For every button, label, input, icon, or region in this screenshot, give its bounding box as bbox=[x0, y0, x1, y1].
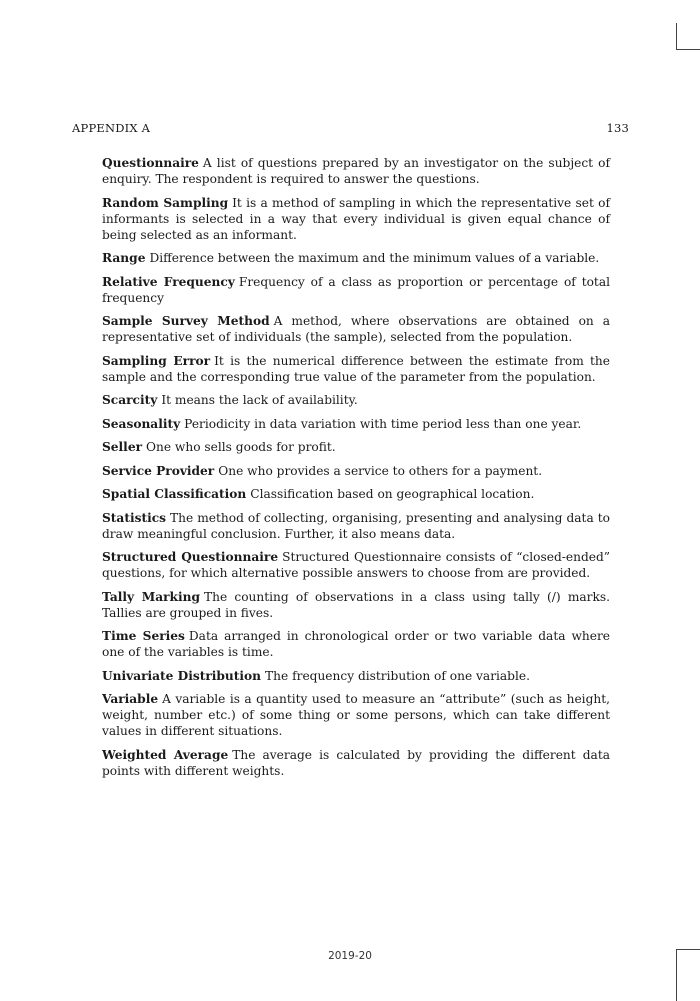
glossary-definition: The frequency distribution of one variable. bbox=[265, 668, 530, 683]
glossary-entry bbox=[102, 463, 610, 479]
glossary-term: Variable bbox=[102, 692, 159, 706]
glossary-term: Relative Frequency bbox=[102, 274, 235, 289]
glossary-term: Spatial Classification bbox=[102, 487, 247, 501]
glossary-definition: One who provides a service to others for a payment. bbox=[218, 463, 543, 478]
glossary-entry bbox=[102, 668, 610, 684]
glossary-entry bbox=[102, 353, 610, 385]
footer-year: 2019-20 bbox=[328, 950, 372, 962]
glossary-definition: It means the lack of availability. bbox=[161, 393, 358, 407]
glossary-list bbox=[102, 155, 610, 786]
glossary-entry bbox=[102, 416, 610, 432]
glossary-entry bbox=[102, 195, 610, 243]
glossary-entry bbox=[102, 510, 610, 542]
glossary-entry bbox=[102, 628, 610, 660]
glossary-entry bbox=[102, 155, 610, 187]
glossary-definition: The average is calculated by providing the different data points with different weights. bbox=[102, 747, 610, 778]
glossary-definition: One who sells goods for profit. bbox=[146, 440, 336, 454]
glossary-definition: A list of questions prepared by an investigator on the subject of enquiry. The respondent is required to answer the questions. bbox=[102, 156, 610, 186]
glossary-term: Univariate Distribution bbox=[102, 668, 262, 683]
glossary-entry bbox=[102, 250, 610, 266]
glossary-term: Service Provider bbox=[102, 463, 215, 478]
glossary-definition: Difference between the maximum and the minimum values of a variable. bbox=[149, 251, 600, 265]
glossary-term: Sample Survey Method bbox=[102, 314, 270, 328]
glossary-definition: Frequency of a class as proportion or percentage of total frequency bbox=[102, 274, 610, 305]
glossary-term: Range bbox=[102, 251, 146, 265]
glossary-definition: A method, where observations are obtained on a representative set of individuals (the sample), selected from the population. bbox=[102, 314, 611, 344]
glossary-entry bbox=[102, 486, 610, 502]
glossary-term: Structured Questionnaire bbox=[102, 550, 279, 564]
glossary-definition: Data arranged in chronological order or two variable data where one of the variables is time. bbox=[102, 629, 610, 659]
glossary-term: Random Sampling bbox=[102, 195, 229, 210]
glossary-entry bbox=[102, 274, 610, 306]
section-title: APPENDIX A bbox=[72, 121, 151, 135]
glossary-term: Tally Marking bbox=[102, 589, 200, 604]
crop-mark-top bbox=[676, 23, 700, 50]
glossary-definition: Classification based on geographical location. bbox=[250, 487, 535, 501]
glossary-definition: It is a method of sampling in which the representative set of informants is selected in a way that every individual is given equal chance of being selected as an informant. bbox=[102, 195, 610, 242]
glossary-term: Sampling Error bbox=[102, 353, 211, 368]
glossary-definition: A variable is a quantity used to measure an “attribute” (such as height, weight, number etc.) of some thing or some persons, which can take different values in different situations. bbox=[102, 692, 610, 738]
glossary-definition: The method of collecting, organising, presenting and analysing data to draw meaningful conclusion. Further, it also means data. bbox=[102, 510, 610, 541]
glossary-term: Questionnaire bbox=[102, 156, 199, 170]
glossary-entry bbox=[102, 392, 610, 408]
glossary-entry bbox=[102, 691, 610, 739]
running-header bbox=[72, 121, 629, 135]
glossary-definition: Structured Questionnaire consists of “closed-ended” questions, for which alternative possible answers to choose from are provided. bbox=[102, 550, 610, 580]
glossary-definition: The counting of observations in a class using tally (/) marks. Tallies are grouped in fives. bbox=[102, 589, 610, 620]
glossary-term: Scarcity bbox=[102, 393, 158, 407]
glossary-entry bbox=[102, 589, 610, 621]
glossary-entry bbox=[102, 747, 610, 779]
glossary-definition: Periodicity in data variation with time period less than one year. bbox=[184, 416, 582, 431]
glossary-term: Time Series bbox=[102, 629, 185, 643]
glossary-definition: It is the numerical difference between the estimate from the sample and the corresponding true value of the parameter from the population. bbox=[102, 353, 610, 384]
glossary-term: Statistics bbox=[102, 510, 166, 525]
glossary-entry bbox=[102, 439, 610, 455]
glossary-term: Seller bbox=[102, 440, 142, 454]
page-number: 133 bbox=[606, 121, 629, 135]
glossary-term: Weighted Average bbox=[102, 747, 229, 762]
glossary-entry bbox=[102, 549, 610, 581]
glossary-term: Seasonality bbox=[102, 416, 181, 431]
glossary-entry bbox=[102, 313, 610, 345]
